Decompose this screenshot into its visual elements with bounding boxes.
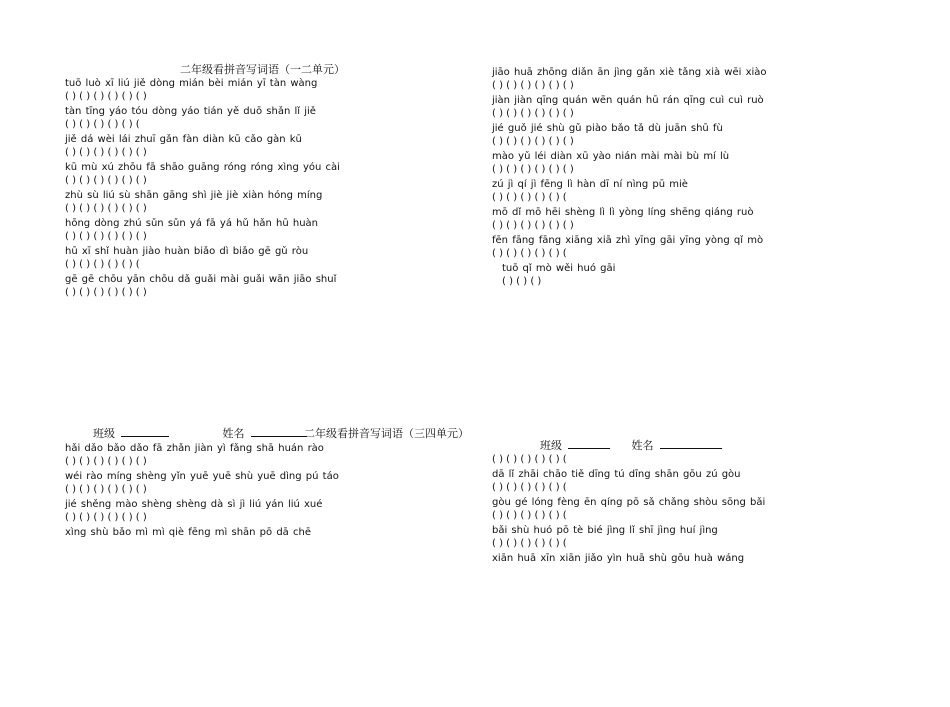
answer-brackets: ( ) ( ) ( ) ( ) ( ) ( ) [65,484,147,495]
answer-brackets: ( ) ( ) ( ) ( ) ( ) ( ) [65,287,147,298]
pinyin-row: hōng dòng zhú sǔn sǔn yá fā yá hǔ hǎn hū huàn [65,218,318,229]
pinyin-row: mō dǐ mō hēi shèng lì lì yòng líng shēng qiáng ruò [492,207,754,218]
student-info-header [65,425,469,442]
pinyin-row: xiān huā xīn xiān jiǎo yìn huā shù gōu huà wáng [492,553,745,564]
pinyin-row: tuō luò xī liú jiě dòng mián bèi mián yī tàn wàng [65,78,318,89]
answer-brackets: ( ) ( ) ( ) ( ) ( ) ( [65,259,140,270]
answer-brackets: ( ) ( ) ( ) ( ) ( ) ( [492,510,567,521]
answer-brackets: ( ) ( ) ( ) ( ) ( ) ( ) [492,108,574,119]
unit12-left-section [65,62,460,301]
pinyin-row: hū xī shǐ huàn jiào huàn biǎo dì biǎo gē gǔ ròu [65,246,309,257]
answer-brackets: ( ) ( ) ( ) ( ) ( ) ( ) [65,203,147,214]
class-blank[interactable] [121,425,169,437]
pinyin-row: fēn fāng fāng xiāng xiā zhì yīng gāi yīng yòng qǐ mò [492,235,764,246]
answer-brackets: ( ) ( ) ( ) ( ) ( ) ( [492,248,567,259]
name-blank[interactable] [660,437,722,449]
class-label: 班级 [93,427,115,440]
pinyin-row: dā lǐ zhāi chāo tiě dīng tú dīng shān gōu zú gòu [492,469,741,480]
answer-brackets: ( ) ( ) ( ) ( ) ( ) ( ) [492,136,574,147]
pinyin-row: mào yǔ léi diàn xū yào nián mài mài bù mí lù [492,151,730,162]
answer-brackets: ( ) ( ) ( ) [502,276,542,287]
answer-brackets: ( ) ( ) ( ) ( ) ( ) ( ) [492,220,574,231]
pinyin-row: xìng shù bǎo mì mì qiè fēng mì shān pō dā chē [65,527,311,538]
worksheet-title-unit12: 二年级看拼音写词语（一二单元） [180,63,345,76]
answer-brackets: ( ) ( ) ( ) ( ) ( ) ( ) [65,91,147,102]
answer-brackets: ( ) ( ) ( ) ( ) ( ) ( [65,119,140,130]
pinyin-row: bǎi shù huó pō tè bié jìng lǐ shī jìng huí jìng [492,525,718,536]
class-blank[interactable] [568,437,610,449]
answer-brackets: ( ) ( ) ( ) ( ) ( ) ( ) [65,147,147,158]
answer-brackets: ( ) ( ) ( ) ( ) ( ) ( [492,192,567,203]
answer-brackets: ( ) ( ) ( ) ( ) ( ) ( ) [492,164,574,175]
unit34-left-section [65,425,469,539]
answer-brackets: ( ) ( ) ( ) ( ) ( ) ( ) [65,175,147,186]
pinyin-row: jiě dá wèi lái zhuī gǎn fàn diàn kū cǎo gàn kū [65,134,302,145]
answer-brackets: ( ) ( ) ( ) ( ) ( ) ( ) [65,456,147,467]
answer-brackets: ( ) ( ) ( ) ( ) ( ) ( [492,538,567,549]
name-label: 姓名 [222,427,245,440]
answer-brackets: ( ) ( ) ( ) ( ) ( ) ( [492,482,567,493]
pinyin-row: zhù sù liú sù shān gāng shì jiè jiè xiàn hóng míng [65,190,323,201]
worksheet-title-unit34: 二年级看拼音写词语（三四单元） [304,427,469,440]
class-label: 班级 [540,439,562,452]
pinyin-row: kū mù xú zhōu fā shāo guāng róng róng xìng yóu cài [65,162,340,173]
pinyin-row: tuō qǐ mò wěi huó gāi [502,263,616,274]
pinyin-row: zú jì qí jì fēng lì hàn dī ní nìng pū miè [492,179,688,190]
pinyin-row: jié guǒ jié shù gǔ piào bǎo tǎ dù juān shū fù [492,123,723,134]
answer-brackets: ( ) ( ) ( ) ( ) ( ) ( ) [65,231,147,242]
answer-brackets: ( ) ( ) ( ) ( ) ( ) ( [492,454,567,465]
pinyin-row: gē gē chōu yān chōu dǎ guǎi mài guǎi wān jiāo shuǐ [65,274,337,285]
row-list [65,77,460,300]
pinyin-row: tàn tīng yáo tóu dòng yáo tián yě duō shǎn lǐ jiě [65,106,316,117]
pinyin-row: jié shěng mào shèng shèng dà sì jì liú yán liú xué [65,499,323,510]
unit12-right-section [492,62,885,290]
pinyin-row: wéi rào míng shèng yǐn yuē yuē shù yuē dìng pú táo [65,471,339,482]
answer-brackets: ( ) ( ) ( ) ( ) ( ) ( ) [492,80,574,91]
unit34-right-section [492,451,885,565]
pinyin-row: hǎi dǎo bǎo dǎo fā zhǎn jiàn yì fǎng shā huán rào [65,443,324,454]
pinyin-row: jiāo huā zhōng diǎn ān jìng gǎn xiè tǎng xià wēi xiào [492,67,767,78]
name-label: 姓名 [631,439,654,452]
name-blank[interactable] [251,425,307,437]
answer-brackets: ( ) ( ) ( ) ( ) ( ) ( ) [65,512,147,523]
pinyin-row: jiàn jiàn qīng quán wēn quán hū rán qīng cuì cuì ruò [492,95,764,106]
pinyin-row: gòu gé lóng fèng ēn qíng pō sǎ chǎng shòu sōng bǎi [492,497,766,508]
